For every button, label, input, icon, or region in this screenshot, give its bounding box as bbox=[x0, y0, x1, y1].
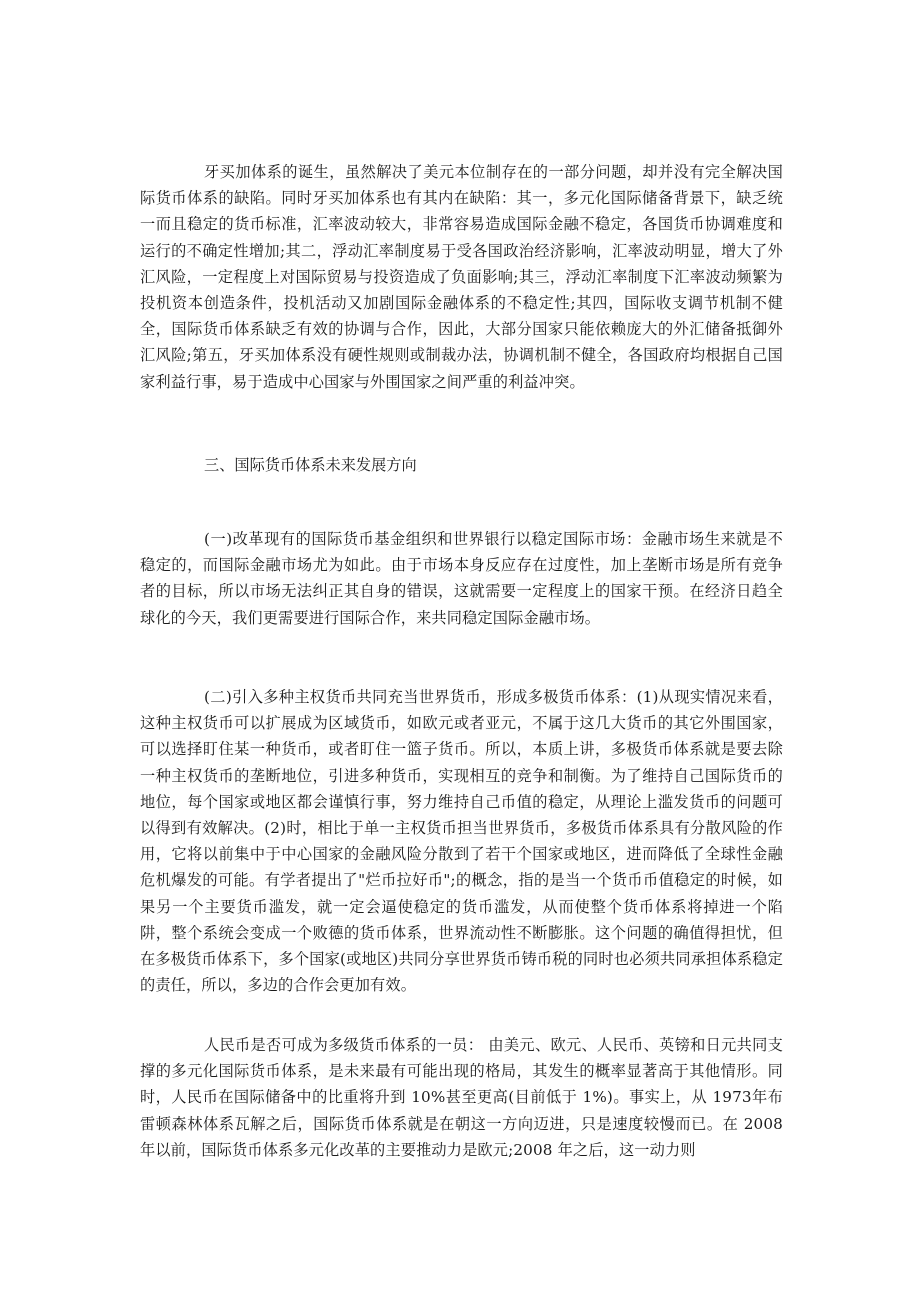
paragraph-reform-imf: (一)改革现有的国际货币基金组织和世界银行以稳定国际市场：金融市场生来就是不稳定的，而国际金融市场尤为如此。由于市场本身反应存在过度性，加上垄断市场是所有竞争者的目标，所以市场无法纠正其自身的错误，这就需要一定程度上的国家干预。在经济日趋全球化的今天，我们更需要进行国际合作，来共同稳定国际金融市场。 bbox=[140, 530, 783, 627]
section-heading: 三、国际货币体系未来发展方向 bbox=[204, 456, 417, 474]
paragraph-multipolar-currency: (二)引入多种主权货币共同充当世界货币，形成多极货币体系：(1)从现实情况来看，这种主权货币可以扩展成为区域货币，如欧元或者亚元，不属于这几大货币的其它外围国家，可以选择盯住某一种货币，或者盯住一篮子货币。所以，本质上讲，多极货币体系就是要去除一种主权货币的垄断地位，引进多种货币，实现相互的竞争和制衡。为了维持自己国际货币的地位，每个国家或地区都会谨慎行事，努力维持自己币值的稳定，从理论上滥发货币的问题可以得到有效解决。(2)时，相比于单一主权货币担当世界货币，多极货币体系具有分散风险的作用，它将以前集中于中心国家的金融风险分散到了若干个国家或地区，进而降低了全球性金融危机爆发的可能。有学者提出了"烂币拉好币";的概念，指的是当一个货币币值稳定的时候，如果另一个主要货币滥发，就一定会逼使稳定的货币滥发，从而使整个货币体系将掉进一个陷阱，整个系统会变成一个败德的货币体系，世界流动性不断膨胀。这个问题的确值得担忧，但在多极货币体系下，多个国家(或地区)共同分享世界货币铸币税的同时也必须共同承担体系稳定的责任，所以，多边的合作会更加有效。 bbox=[140, 688, 783, 995]
paragraph-jamaica-system: 牙买加体系的诞生，虽然解决了美元本位制存在的一部分问题，却并没有完全解决国际货币体系的缺陷。同时牙买加体系也有其内在缺陷：其一，多元化国际储备背景下，缺乏统一而且稳定的货币标准，汇率波动较大，非常容易造成国际金融不稳定，各国货币协调难度和运行的不确定性增加;其二，浮动汇率制度易于受各国政治经济影响，汇率波动明显，增大了外汇风险，一定程度上对国际贸易与投资造成了负面影响;其三，浮动汇率制度下汇率波动频繁为投机资本创造条件，投机活动又加剧国际金融体系的不稳定性;其四，国际收支调节机制不健全，国际货币体系缺乏有效的协调与合作，因此，大部分国家只能依赖庞大的外汇储备抵御外汇风险;第五，牙买加体系没有硬性规则或制裁办法，协调机制不健全，各国政府均根据自己国家利益行事，易于造成中心国家与外围国家之间严重的利益冲突。 bbox=[140, 163, 783, 391]
paragraph-renminbi: 人民币是否可成为多级货币体系的一员： 由美元、欧元、人民币、英镑和日元共同支撑的多元化国际货币体系，是未来最有可能出现的格局，其发生的概率显著高于其他情形。同时，人民币在国际储备中的比重将升到 10%甚至更高(目前低于 1%)。事实上，从 1973年布雷顿森林体系瓦解之后，国际货币体系就是在朝这一方向迈进，只是速度较慢而已。在 2008 年以前，国际货币体系多元化改革的主要推动力是欧元;2008 年之后，这一动力则 bbox=[140, 1036, 783, 1159]
